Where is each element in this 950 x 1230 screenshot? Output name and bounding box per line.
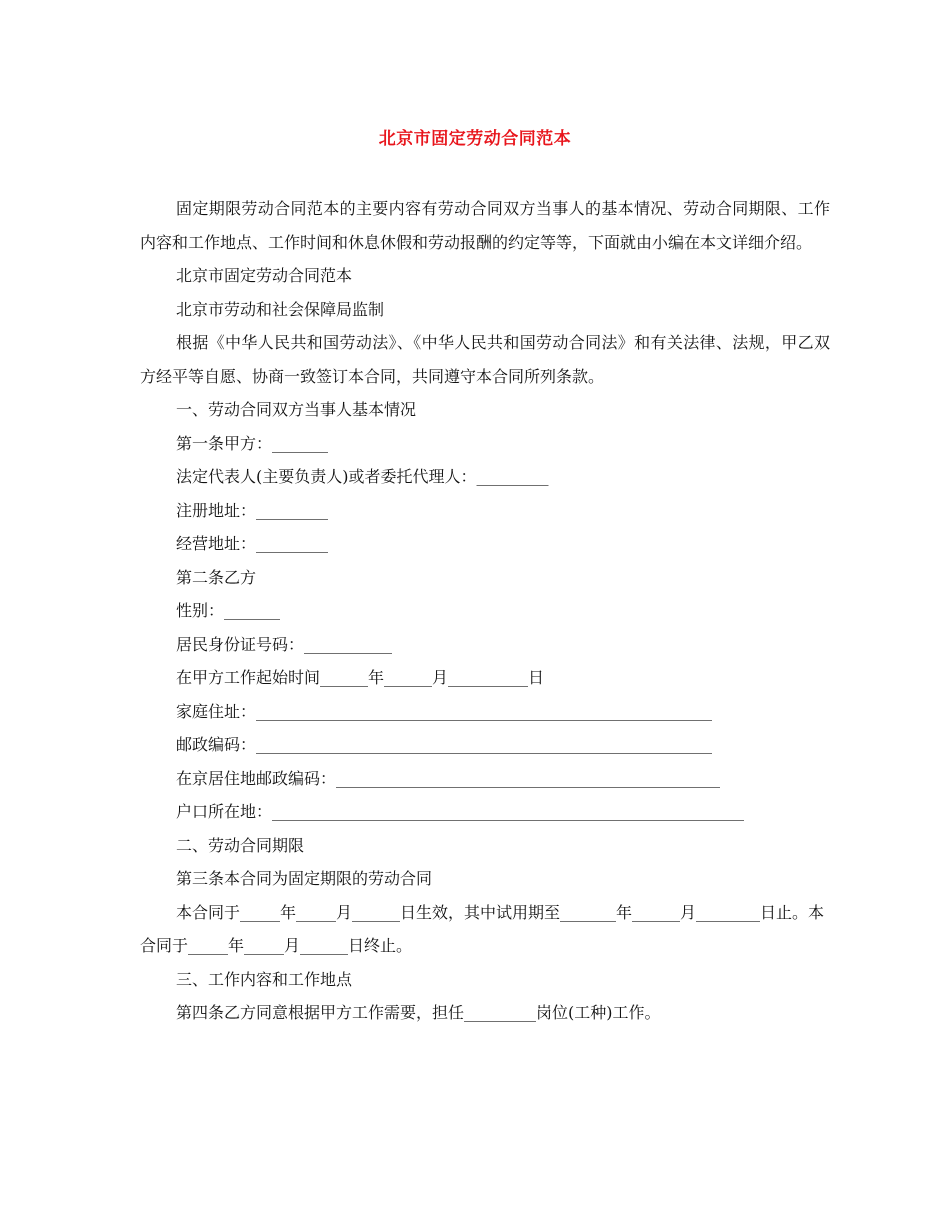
registered-address-line: 注册地址：_________ xyxy=(176,500,329,520)
article-2-party-b: 第二条乙方 xyxy=(176,567,257,587)
article-3-fixed-term: 第三条本合同为固定期限的劳动合同 xyxy=(176,869,433,888)
legal-representative-line: 法定代表人(主要负责人)或者委托代理人：_________ xyxy=(176,467,549,486)
contract-dates-paragraph: 本合同于_____年_____月______日生效，其中试用期至_______年______月________日止。本合同于_____年_____月______日终止。 xyxy=(140,902,825,955)
id-number-line: 居民身份证号码：___________ xyxy=(176,634,393,654)
document-title: 北京市固定劳动合同范本 xyxy=(378,129,572,149)
section-heading-term: 二、劳动合同期限 xyxy=(176,835,305,855)
contract-name-line: 北京市固定劳动合同范本 xyxy=(176,266,353,285)
section-heading-work: 三、工作内容和工作地点 xyxy=(176,969,353,989)
section-heading-parties: 一、劳动合同双方当事人基本情况 xyxy=(176,400,417,419)
postal-code-line: 邮政编码：_________________________________________________________ xyxy=(176,735,713,754)
business-address-line: 经营地址：_________ xyxy=(176,534,329,553)
beijing-postal-code-line: 在京居住地邮政编码：________________________________________________ xyxy=(176,768,721,788)
household-registration-line: 户口所在地：___________________________________________________________ xyxy=(176,802,745,821)
article-4-position: 第四条乙方同意根据甲方工作需要，担任_________岗位(工种)工作。 xyxy=(176,1003,661,1022)
start-date-line: 在甲方工作起始时间______年______月__________日 xyxy=(176,668,545,687)
home-address-line: 家庭住址：_________________________________________________________ xyxy=(176,701,713,721)
intro-paragraph: 固定期限劳动合同范本的主要内容有劳动合同双方当事人的基本情况、劳动合同期限、工作内容和工作地点、工作时间和休息休假和劳动报酬的约定等等，下面就由小编在本文详细介绍。 xyxy=(140,199,830,252)
gender-line: 性别：_______ xyxy=(176,601,281,620)
supervisor-line: 北京市劳动和社会保障局监制 xyxy=(176,299,385,319)
article-1-party-a: 第一条甲方：_______ xyxy=(176,433,329,453)
legal-basis-paragraph: 根据《中华人民共和国劳动法》、《中华人民共和国劳动合同法》和有关法律、法规，甲乙双方经平等自愿、协商一致签订本合同，共同遵守本合同所列条款。 xyxy=(140,333,830,386)
document-body xyxy=(140,192,830,1030)
